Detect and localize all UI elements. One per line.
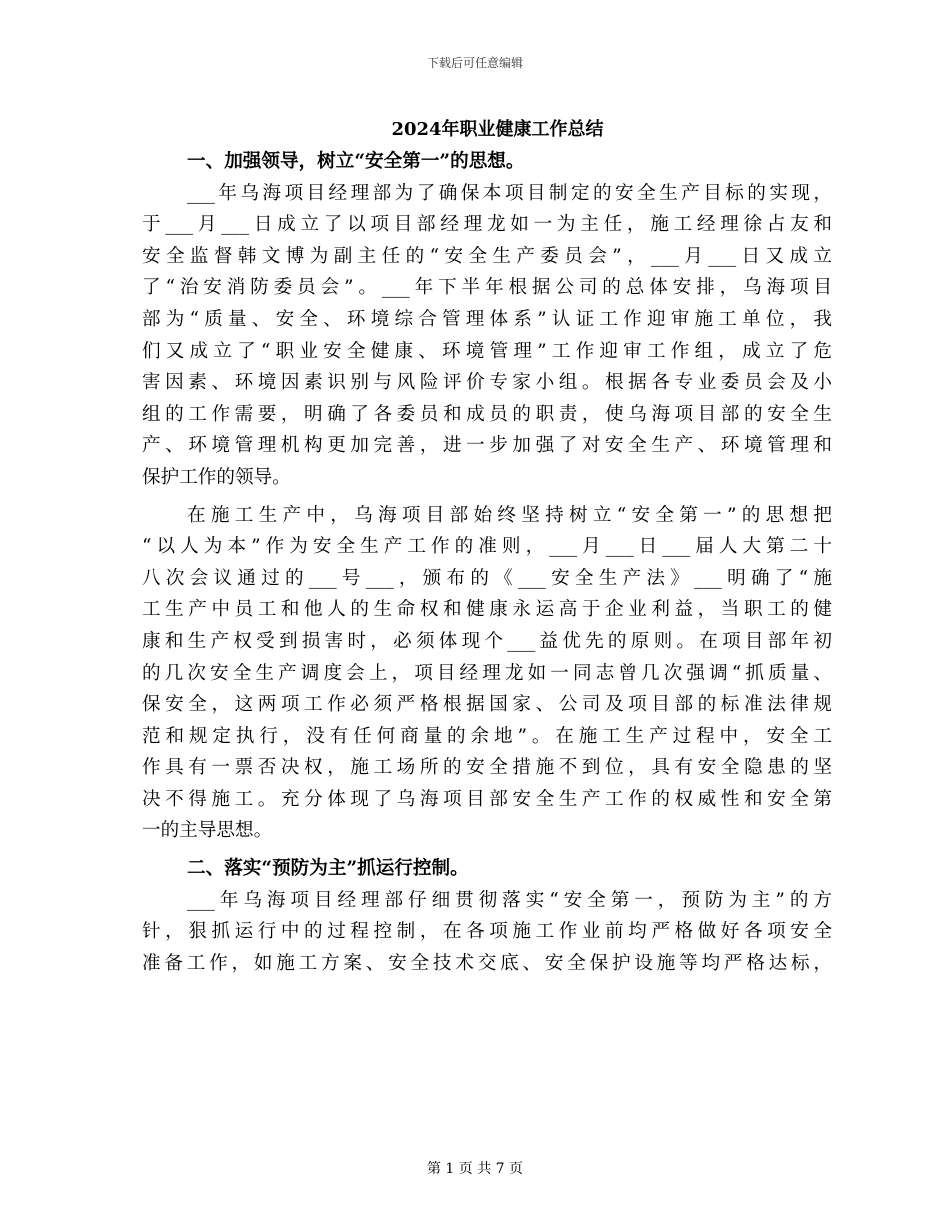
page-footer: 第 1 页 共 7 页 — [426, 1161, 524, 1177]
text-line: 产、环境管理机构更加完善，进一步加强了对安全生产、环境管理和 — [142, 435, 832, 457]
text-line: “以人为本”作为安全生产工作的准则，___月___日___届人大第二十 — [142, 536, 832, 558]
text-line: ___年乌海项目经理部为了确保本项目制定的安全生产目标的实现， — [187, 182, 832, 204]
document-body — [142, 146, 832, 979]
text-line: 针，狠抓运行中的过程控制，在各项施工作业前均严格做好各项安全 — [142, 921, 832, 943]
text-line: 的几次安全生产调度会上，项目经理龙如一同志曾几次强调“抓质量、 — [142, 662, 832, 684]
text-line: 一的主导思想。 — [142, 820, 273, 842]
text-line: 部为“质量、安全、环境综合管理体系”认证工作迎审施工单位，我 — [142, 308, 832, 330]
text-line: ___年乌海项目经理部仔细贯彻落实“安全第一，预防为主”的方 — [187, 889, 832, 911]
text-line: 决不得施工。充分体现了乌海项目部安全生产工作的权威性和安全第 — [142, 788, 832, 810]
text-line: 康和生产权受到损害时，必须体现个___益优先的原则。在项目部年初 — [142, 630, 832, 652]
text-line: 们又成立了“职业安全健康、环境管理”工作迎审工作组，成立了危 — [142, 340, 832, 362]
text-line: 范和规定执行，没有任何商量的余地”。在施工生产过程中，安全工 — [142, 725, 832, 747]
text-line: 组的工作需要，明确了各委员和成员的职责，使乌海项目部的安全生 — [142, 403, 832, 425]
text-line: 于___月___日成立了以项目部经理龙如一为主任，施工经理徐占友和 — [142, 214, 832, 236]
text-line: 保安全，这两项工作必须严格根据国家、公司及项目部的标准法律规 — [142, 694, 832, 716]
text-line: 安全监督韩文博为副主任的“安全生产委员会”，___月___日又成立 — [142, 245, 832, 267]
text-line: 准备工作，如施工方案、安全技术交底、安全保护设施等均严格达标， — [142, 952, 832, 974]
text-line: 保护工作的领导。 — [142, 466, 291, 488]
text-line: 作具有一票否决权，施工场所的安全措施不到位，具有安全隐患的坚 — [142, 757, 832, 779]
text-line: 工生产中员工和他人的生命权和健康永运高于企业利益，当职工的健 — [142, 599, 832, 621]
section-heading: 二、落实“预防为主”抓运行控制。 — [187, 858, 469, 880]
section-heading: 一、加强领导，树立“安全第一”的思想。 — [187, 151, 525, 172]
text-line: 害因素、环境因素识别与风险评价专家小组。根据各专业委员会及小 — [142, 372, 832, 394]
page-header: 下载后可任意编辑 — [426, 56, 523, 70]
text-line: 在施工生产中，乌海项目部始终坚持树立“安全第一”的思想把 — [187, 504, 832, 526]
document-title: 2024年职业健康工作总结 — [391, 119, 604, 140]
text-line: 了“治安消防委员会”。___年下半年根据公司的总体安排，乌海项目 — [142, 277, 832, 299]
text-line: 八次会议通过的___号___，颁布的《___安全生产法》___明确了“施 — [142, 567, 832, 589]
